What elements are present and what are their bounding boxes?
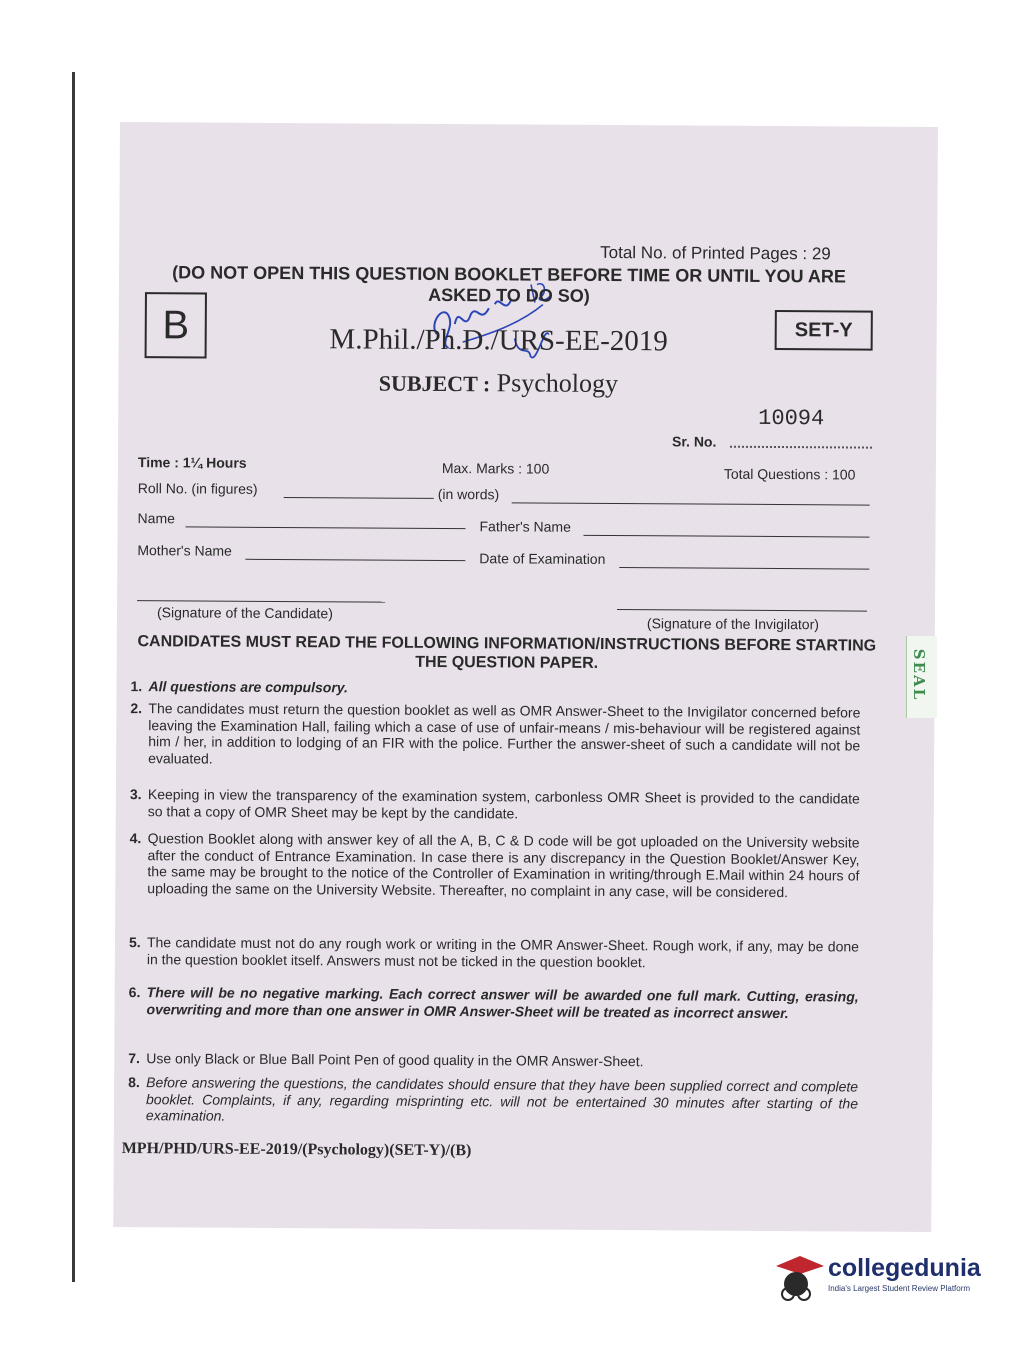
date-of-exam-line: [619, 567, 869, 570]
subject-line: [278, 367, 718, 400]
instruction-number: 6.: [128, 984, 141, 1001]
instruction-text: Use only Black or Blue Ball Point Pen of good quality in the OMR Answer-Sheet.: [146, 1050, 644, 1070]
instructions-heading: CANDIDATES MUST READ THE FOLLOWING INFORMATION/INSTRUCTIONS BEFORE STARTING THE QUESTION PAPER.: [137, 633, 877, 672]
mothers-name-label: Mother's Name: [137, 542, 232, 559]
roll-figures-line: [284, 497, 434, 499]
invigilator-signature-line: [617, 609, 867, 612]
total-pages: Total No. of Printed Pages : 29: [600, 242, 831, 264]
instruction-text: All questions are compulsory.: [148, 678, 349, 696]
scan-edge: [72, 72, 75, 1282]
instruction-number: 3.: [129, 786, 142, 803]
candidate-signature-label: (Signature of the Candidate): [156, 604, 333, 622]
subject-label: SUBJECT :: [378, 370, 491, 397]
instruction-item: [129, 984, 859, 1021]
booklet-code: MPH/PHD/URS-EE-2019/(Psychology)(SET-Y)/(B): [121, 1140, 472, 1160]
instruction-text: Before answering the questions, the candidates should ensure that they have been supplied correct and complete booklet. Complaints, if any, regarding misprinting etc. will not be entertained 30 minutes after starting of the examination.: [145, 1074, 859, 1124]
instruction-item: [131, 678, 861, 699]
instruction-item: [128, 1074, 858, 1128]
instruction-text: The candidate must not do any rough work or writing in the OMR Answer-Sheet. Rough work, if any, may be done in the question booklet itself. Answers must not be ticked in the question booklet.: [146, 934, 860, 970]
roll-figures-label: Roll No. (in figures): [137, 480, 258, 497]
instruction-item: [130, 700, 860, 770]
instruction-item: [128, 1050, 858, 1071]
instruction-number: 2.: [130, 700, 143, 717]
question-booklet-cover: [113, 122, 938, 1232]
opening-warning: (DO NOT OPEN THIS QUESTION BOOKLET BEFORE TIME OR UNTIL YOU ARE ASKED TO DO SO): [172, 262, 846, 306]
serial-number: 10094: [758, 405, 825, 432]
max-marks: Max. Marks : 100: [441, 459, 550, 477]
instruction-item: [129, 934, 859, 971]
series-box: B: [145, 292, 207, 358]
roll-words-line: [512, 502, 870, 505]
candidate-signature-line: [137, 600, 385, 603]
time-allowed: Time : 1¼ Hours: [137, 454, 247, 471]
set-box: SET-Y: [775, 310, 873, 351]
instruction-number: 5.: [128, 934, 141, 951]
instruction-number: 8.: [128, 1074, 140, 1091]
instruction-item: [129, 830, 859, 900]
instruction-text: Keeping in view the transparency of the examination system, carbonless OMR Sheet is provided to the candidate so that a copy of OMR Sheet may be kept by the candidate.: [147, 786, 860, 821]
exam-title: M.Phil./Ph.D./URS-EE-2019: [329, 323, 668, 358]
instruction-number: 1.: [130, 678, 143, 695]
mascot-icon: [770, 1250, 824, 1306]
serial-dots: [730, 446, 872, 449]
seal-text: SEAL: [910, 648, 929, 702]
seal-strip: [906, 636, 937, 718]
invigilator-signature-label: (Signature of the Invigilator): [646, 615, 819, 633]
instruction-text: Question Booklet along with answer key of all the A, B, C & D code will be got uploaded on the University website after the conduct of Entrance Examination. In case there is any discrepancy in the Question Booklet/Answer Key, the same may be brought to the notice of the Controller of Examination in writing/through E.Mail within 24 hours of uploading the same on the University Website. Thereafter, no complaint in any case, will be considered.: [147, 830, 860, 900]
serial-label: Sr. No.: [672, 433, 717, 450]
collegedunia-logo: [770, 1250, 1000, 1310]
roll-words-label: (in words): [437, 485, 500, 503]
mothers-name-line: [245, 559, 465, 561]
subject-value: Psychology: [496, 368, 619, 399]
fathers-name-label: Father's Name: [479, 518, 571, 535]
instruction-text: There will be no negative marking. Each correct answer will be awarded one full mark. Cutting, erasing, overwriting and more than one answer in OMR Answer-Sheet will be treated as incorrect answer.: [146, 984, 859, 1021]
brand-name: collegedunia: [828, 1254, 981, 1282]
instruction-item: [130, 786, 860, 823]
instruction-text: The candidates must return the question booklet as well as OMR Answer-Sheet to the Invigilator concerned before leaving the Examination Hall, failing which a case of use of unfair-means / mis-behaviour will be registered against him / her, in addition to lodging of an FIR with the police. Further the answer-sheet of such a candidate will not be evaluated.: [148, 700, 861, 767]
name-line: [186, 526, 466, 529]
instruction-number: 4.: [129, 830, 142, 847]
name-label: Name: [137, 510, 175, 527]
total-questions: Total Questions : 100: [723, 465, 856, 483]
brand-tagline: India's Largest Student Review Platform: [828, 1284, 971, 1293]
instruction-number: 7.: [128, 1050, 141, 1067]
fathers-name-line: [583, 535, 869, 538]
date-of-exam-label: Date of Examination: [479, 550, 606, 567]
